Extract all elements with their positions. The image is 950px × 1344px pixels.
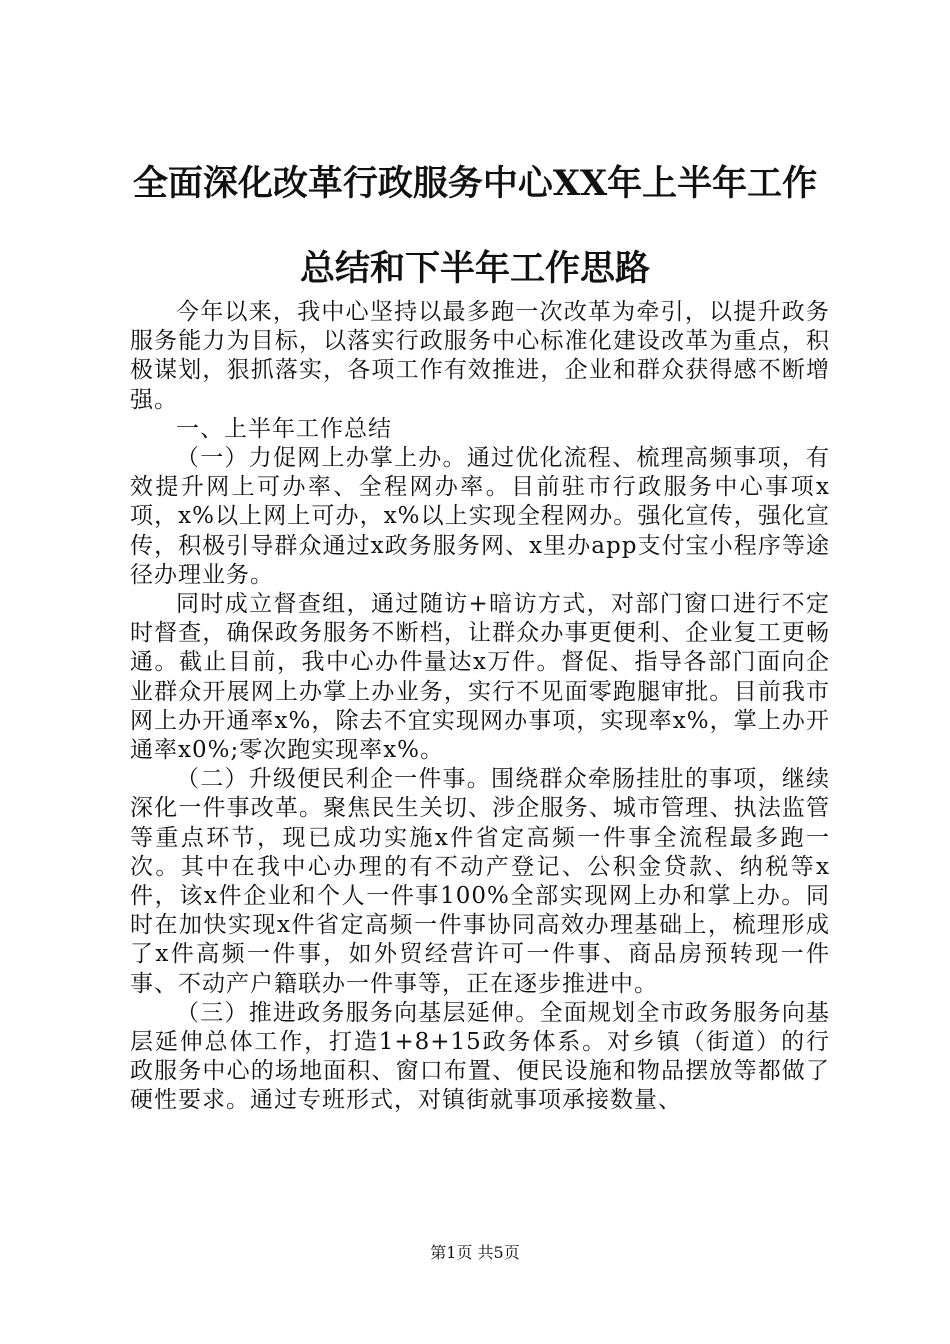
section-heading-first-half-summary: 一、上半年工作总结 [176, 415, 392, 442]
paragraph-one-thing: （二）升级便民利企一件事。围绕群众牵肠挂肚的事项，继续深化一件事改革。聚焦民生关切、涉企服务、城市管理、执法监管等重点环节，现已成功实施x件省定高频一件事全流程最多跑一次。其中在我中心办理的有不动产登记、公积金贷款、纳税等x件，该x件企业和个人一件事100%全部实现网上办和掌上办。同时在加快实现x件省定高频一件事协同高效办理基础上，梳理形成了x件高频一件事，如外贸经营许可一件事、商品房预转现一件事、不动产户籍联办一件事等，正在逐步推进中。 [130, 766, 830, 997]
document-title-line-1: 全面深化改革行政服务中心XX年上半年工作 [132, 163, 818, 204]
page-number-footer: 第1页 共5页 [430, 1243, 520, 1262]
paragraph-inspection: 同时成立督查组，通过随访+暗访方式，对部门窗口进行不定时督查，确保政务服务不断档，让群众办事更便利、企业复工更畅通。截止目前，我中心办件量达x万件。督促、指导各部门面向企业群众开展网上办掌上办业务，实行不见面零跑腿审批。目前我市网上办开通率x%，除去不宜实现网办事项，实现率x%，掌上办开通率x0%;零次跑实现率x%。 [130, 591, 830, 764]
paragraph-intro: 今年以来，我中心坚持以最多跑一次改革为牵引，以提升政务服务能力为目标，以落实行政服务中心标准化建设改革为重点，积极谋划，狠抓落实，各项工作有效推进，企业和群众获得感不断增强。 [130, 299, 830, 413]
document-body [130, 298, 830, 1116]
paragraph-online-services: （一）力促网上办掌上办。通过优化流程、梳理高频事项，有效提升网上可办率、全程网办率。目前驻市行政服务中心事项x项，x%以上网上可办，x%以上实现全程网办。强化宣传，强化宣传，积极引导群众通过x政务服务网、x里办app支付宝小程序等途径办理业务。 [130, 445, 830, 588]
paragraph-grassroots-extension: （三）推进政务服务向基层延伸。全面规划全市政务服务向基层延伸总体工作，打造1+8+15政务体系。对乡镇（街道）的行政服务中心的场地面积、窗口布置、便民设施和物品摆放等都做了硬性要求。通过专班形式，对镇街就事项承接数量、 [130, 999, 830, 1114]
document-title-line-2: 总结和下半年工作思路 [299, 248, 650, 289]
